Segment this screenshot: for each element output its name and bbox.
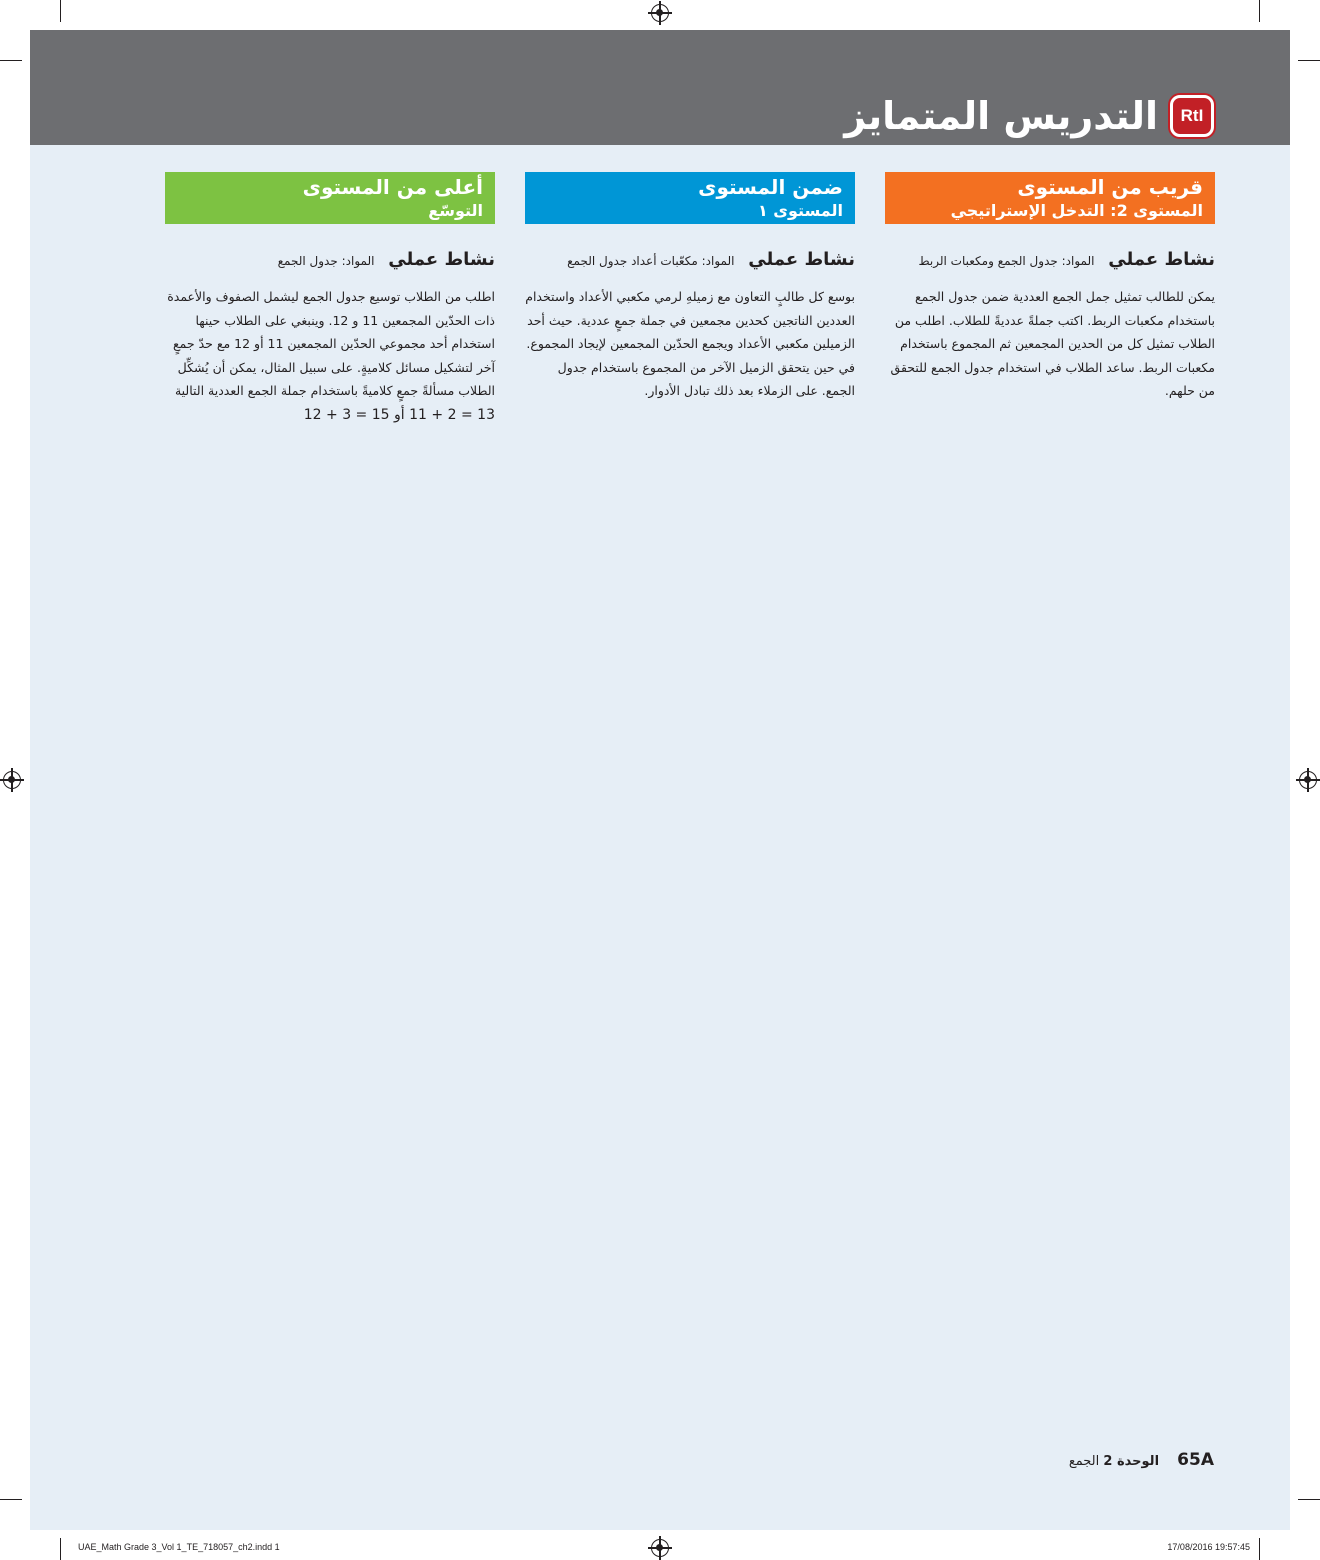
module-suffix: الجمع — [1068, 1454, 1100, 1469]
registration-mark-icon — [651, 1539, 669, 1557]
page-title: التدريس المتمايز — [844, 94, 1158, 138]
activity-line — [525, 248, 855, 273]
column-title: أعلى من المستوى — [302, 175, 483, 199]
crop-mark — [0, 1499, 22, 1500]
slug-date: 17/08/2016 19:57:45 — [1167, 1542, 1250, 1552]
column-title: ضمن المستوى — [698, 175, 843, 199]
page-number: 65A — [1177, 1450, 1214, 1470]
materials-text: المواد: مكعّبات أعداد جدول الجمع — [567, 254, 735, 268]
column-subtitle: المستوى ١ — [757, 201, 843, 220]
equation: 13 = 2 + 11 أو 15 = 3 + 12 — [303, 406, 495, 423]
crop-mark — [0, 60, 22, 61]
activity-title: نشاط عملي — [748, 249, 855, 270]
activity-title: نشاط عملي — [388, 249, 495, 270]
crop-mark — [1259, 0, 1260, 22]
column-subtitle: المستوى 2: التدخل الإستراتيجي — [950, 201, 1203, 220]
column-beyond-level — [165, 172, 495, 427]
slug-filename: UAE_Math Grade 3_Vol 1_TE_718057_ch2.indd 1 — [78, 1542, 280, 1552]
column-approaching-level — [885, 172, 1215, 403]
crop-mark — [1298, 60, 1320, 61]
column-title: قريب من المستوى — [1017, 175, 1203, 199]
column-header — [165, 172, 495, 224]
activity-title: نشاط عملي — [1108, 249, 1215, 270]
rti-badge: RtI — [1170, 95, 1214, 137]
module-label: الوحدة 2 — [1103, 1454, 1160, 1469]
registration-mark-icon — [1299, 771, 1317, 789]
materials-text: المواد: جدول الجمع ومكعبات الربط — [918, 254, 1095, 268]
registration-mark-icon — [651, 4, 669, 22]
activity-paragraph: يمكن للطالب تمثيل جمل الجمع العددية ضمن جدول الجمع باستخدام مكعبات الربط. اكتب جملةً عدديةً للطلاب. اطلب من الطلاب تمثيل كل من الحدين المجمعين ثم المجموع باستخدام مكعبات الربط. ساعد الطلاب في استخدام جدول الجمع للتحقق من حلهم. — [890, 289, 1215, 398]
crop-mark — [1298, 1499, 1320, 1500]
activity-line — [885, 248, 1215, 273]
registration-mark-icon — [3, 771, 21, 789]
activity-line — [165, 248, 495, 273]
materials-text: المواد: جدول الجمع — [277, 254, 375, 268]
crop-mark — [1259, 1538, 1260, 1560]
page-footer — [1069, 1448, 1214, 1474]
activity-paragraph: اطلب من الطلاب توسيع جدول الجمع ليشمل الصفوف والأعمدة ذات الحدّين المجمعين 11 و 12. وينبغي على الطلاب حينها استخدام أحد مجموعي الحدّين المجمعين 11 أو 12 مع حدّ جمعٍ آخر لتشكيل مسائل كلاميةٍ. على سبيل المثال، يمكن أن يُشكِّل الطلاب مسألةً جمعٍ كلاميةً باستخدام جملة الجمع العددية التالية — [167, 289, 495, 398]
column-on-level — [525, 172, 855, 403]
column-header — [885, 172, 1215, 224]
activity-paragraph: بوسع كل طالبٍ التعاون مع زميلهِ لرمي مكعبي الأعداد واستخدام العددين الناتجين كحدين مجمعين في جملة جمعٍ عددية. حيث أحد الزميلين مكعبي الأعداد ويجمع الحدّين المجمعين لإيجاد المجموع. في حين يتحقق الزميل الآخر من المجموع باستخدام جدول الجمع. على الزملاء بعد ذلك تبادل الأدوار. — [525, 289, 855, 398]
column-header — [525, 172, 855, 224]
crop-mark — [60, 1538, 61, 1560]
crop-mark — [60, 0, 61, 22]
column-subtitle: التوسّع — [428, 201, 483, 220]
